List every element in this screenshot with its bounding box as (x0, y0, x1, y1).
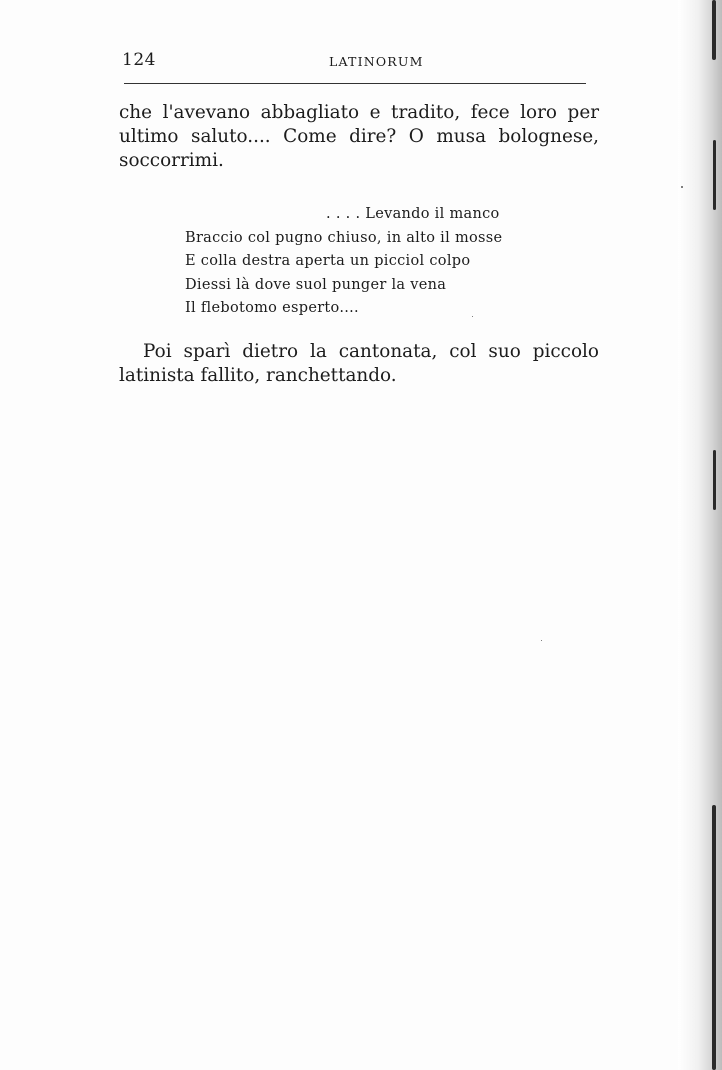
binding-edge-top (712, 0, 716, 60)
scan-speck (541, 640, 542, 641)
page-number: 124 (122, 50, 156, 70)
verse-line-5: Il flebotomo esperto.... (185, 300, 359, 316)
header-rule (124, 83, 586, 84)
scan-speck (472, 316, 473, 317)
paragraph-2: Poi sparì dietro la cantonata, col suo piccolo latinista fallito, ranchettando. (119, 341, 599, 386)
paragraph-1: che l'avevano abbagliato e tradito, fece loro per ultimo saluto.... Come dire? O musa bolognese, soccorrimi. (119, 102, 599, 171)
verse-line-1: . . . . Levando il manco (326, 206, 500, 222)
page-header (122, 50, 588, 74)
binding-edge-bottom (712, 805, 716, 1070)
verse-quotation (185, 203, 545, 321)
binding-edge-mark-2 (713, 450, 716, 510)
verse-line-3: E colla destra aperta un picciol colpo (185, 253, 471, 269)
verse-line-2: Braccio col pugno chiuso, in alto il mosse (185, 229, 503, 246)
verse-line-4: Diessi là dove suol punger la vena (185, 276, 447, 293)
binding-edge-mark-1 (713, 140, 716, 210)
running-head: LATINORUM (329, 54, 424, 69)
scan-speck (681, 186, 683, 188)
